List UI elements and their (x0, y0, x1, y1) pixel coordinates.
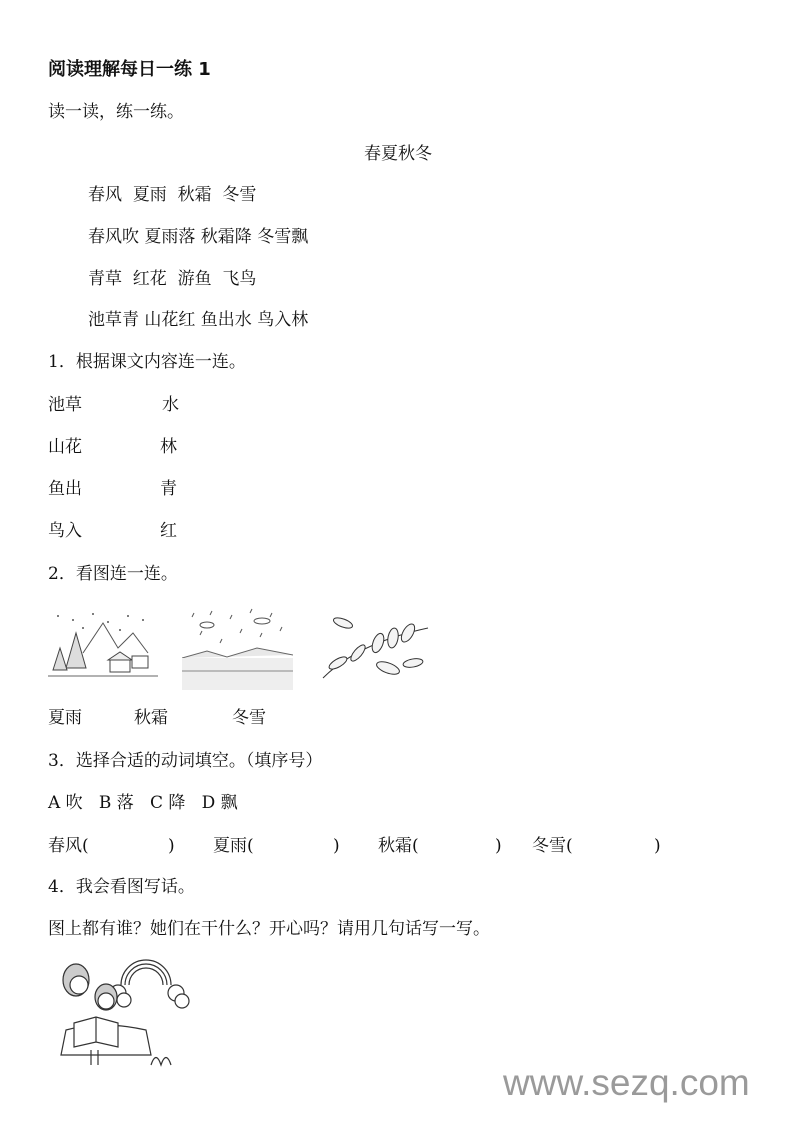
match-right: 林 (160, 437, 177, 457)
image-label: 夏雨 (48, 708, 82, 728)
blank-close: ) (495, 836, 502, 856)
leaves-scene-image (318, 608, 430, 686)
instruction: 读一读，练一练。 (48, 102, 184, 122)
watermark: www.sezq.com (503, 1062, 750, 1103)
poem-line: 春风吹 夏雨落 秋霜降 冬雪飘 (88, 227, 309, 247)
match-right: 红 (160, 521, 177, 541)
blank-close: ) (333, 836, 340, 856)
blank-word: 夏雨( (213, 836, 254, 856)
blank-word: 冬雪( (532, 836, 573, 856)
match-right: 青 (160, 479, 177, 499)
match-left: 鸟入 (48, 521, 82, 541)
match-left: 山花 (48, 437, 82, 457)
q4-prompt: 4．我会看图写话。 (48, 877, 195, 897)
girls-reading-image (46, 955, 196, 1070)
match-right: 水 (162, 395, 179, 415)
blank-close: ) (168, 836, 175, 856)
poem-line: 青草 红花 游鱼 飞鸟 (88, 269, 257, 289)
image-label: 冬雪 (232, 708, 266, 728)
match-left: 池草 (48, 395, 82, 415)
q4-question: 图上都有谁？她们在干什么？开心吗？请用几句话写一写。 (48, 919, 490, 939)
q3-prompt: 3．选择合适的动词填空。（填序号） (48, 751, 323, 771)
page-title: 阅读理解每日一练 1 (48, 59, 211, 80)
poem-line: 池草青 山花红 鱼出水 鸟入林 (88, 310, 309, 330)
poem-line: 春风 夏雨 秋霜 冬雪 (88, 185, 257, 205)
match-left: 鱼出 (48, 479, 82, 499)
blank-close: ) (654, 836, 661, 856)
snow-scene-image (48, 608, 158, 688)
q1-prompt: 1．根据课文内容连一连。 (48, 352, 246, 372)
q3-options: A 吹 B 落 C 降 D 飘 (48, 793, 238, 813)
blank-word: 秋霜( (378, 836, 419, 856)
image-label: 秋霜 (134, 708, 168, 728)
q2-prompt: 2．看图连一连。 (48, 564, 178, 584)
rain-scene-image (182, 603, 293, 690)
blank-word: 春风( (48, 836, 89, 856)
poem-title: 春夏秋冬 (364, 144, 432, 164)
